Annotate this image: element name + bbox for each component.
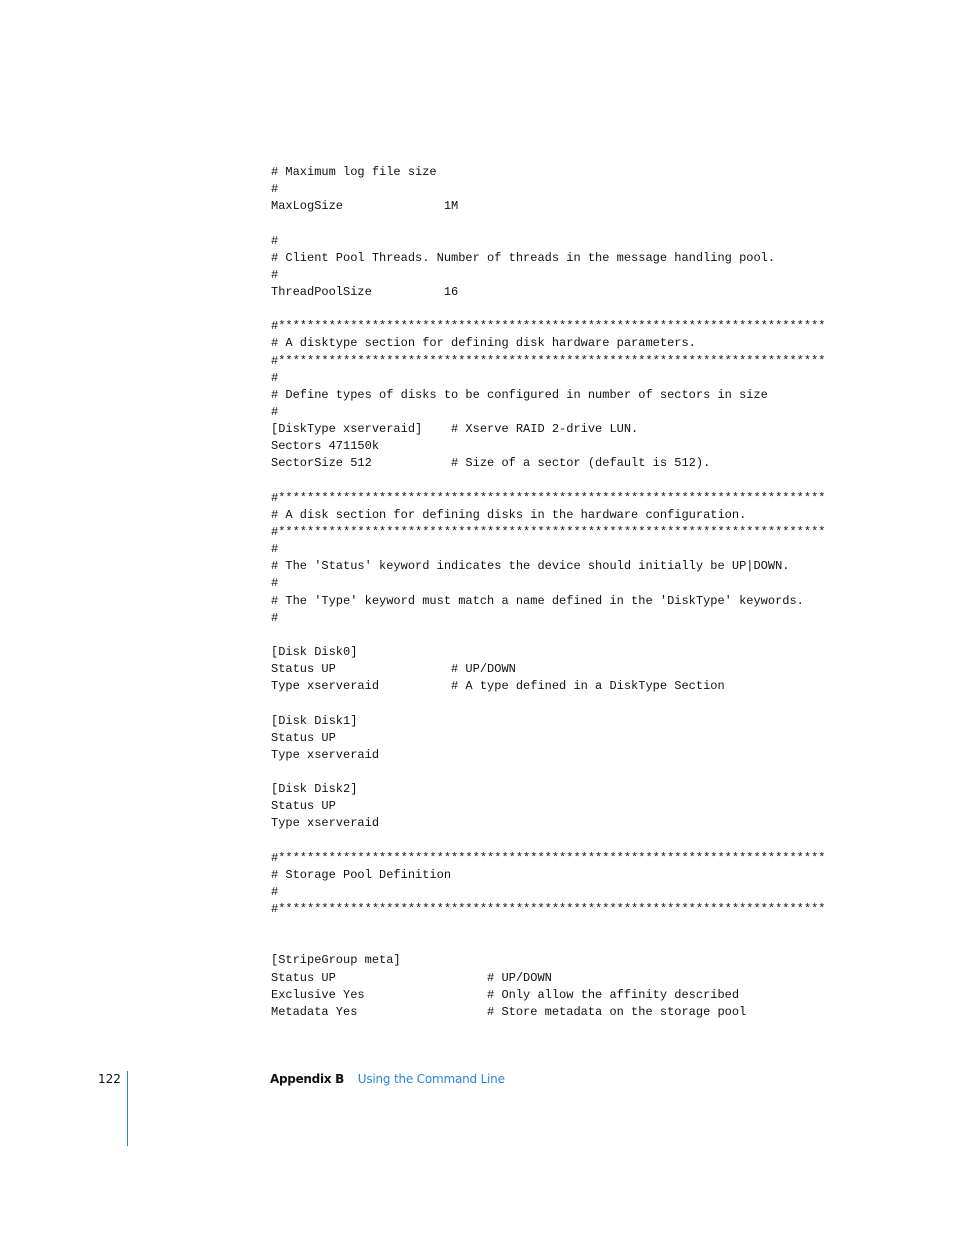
code-line [271,301,826,318]
code-line: # [271,233,279,248]
code-line: # [271,542,279,557]
code-line [271,764,826,781]
code-line: #**************************************************************************** [271,524,826,539]
code-line: [DiskType xserveraid] # Xserve RAID 2-drive LUN. [271,422,639,437]
code-line: #**************************************************************************** [271,850,826,865]
footer [270,1072,505,1086]
code-line: Type xserveraid [271,816,380,831]
code-line: #**************************************************************************** [271,319,826,334]
code-line: # [271,610,279,625]
code-line: [Disk Disk1] [271,713,358,728]
page-number: 122 [98,1072,121,1086]
code-line: Type xserveraid # A type defined in a DiskType Section [271,679,725,694]
code-line [271,473,826,490]
code-line: Status UP # UP/DOWN [271,970,552,985]
code-line: # A disk section for defining disks in the hardware configuration. [271,507,747,522]
code-line: [Disk Disk0] [271,644,358,659]
code-line: # Storage Pool Definition [271,867,452,882]
code-line: # Maximum log file size [271,165,437,179]
code-line: # A disktype section for defining disk hardware parameters. [271,336,696,351]
code-listing [271,164,826,1021]
code-line [271,832,826,849]
code-line: # Client Pool Threads. Number of threads in the message handling pool. [271,250,776,265]
code-line [271,627,826,644]
code-line: # [271,267,279,282]
code-line: # Define types of disks to be configured in number of sectors in size [271,387,768,402]
code-line: Type xserveraid [271,747,380,762]
code-line: #**************************************************************************** [271,353,826,368]
code-line: Status UP [271,730,336,745]
code-line: # [271,182,279,197]
code-line: [Disk Disk2] [271,782,358,797]
appendix-label: Appendix B [270,1072,344,1086]
code-line: # [271,884,279,899]
code-line: Status UP [271,799,336,814]
code-line: SectorSize 512 # Size of a sector (default is 512). [271,456,711,471]
code-line: ThreadPoolSize 16 [271,284,459,299]
code-line: Sectors 471150k [271,439,380,454]
code-line: #**************************************************************************** [271,490,826,505]
code-line: Metadata Yes # Store metadata on the storage pool [271,1004,747,1019]
code-line: MaxLogSize 1M [271,199,459,214]
code-line: Status UP # UP/DOWN [271,662,516,677]
code-line [271,935,826,952]
code-line: # [271,404,279,419]
code-line: # The 'Status' keyword indicates the device should initially be UP|DOWN. [271,559,790,574]
code-line [271,695,826,712]
code-line: # The 'Type' keyword must match a name defined in the 'DiskType' keywords. [271,593,804,608]
code-line [271,918,826,935]
chapter-link[interactable]: Using the Command Line [357,1072,505,1086]
code-line: # [271,370,279,385]
code-line: # [271,576,279,591]
code-line: Exclusive Yes # Only allow the affinity described [271,987,740,1002]
footer-divider [127,1071,128,1146]
code-line: #**************************************************************************** [271,902,826,917]
code-line: [StripeGroup meta] [271,953,401,968]
code-line [271,215,826,232]
